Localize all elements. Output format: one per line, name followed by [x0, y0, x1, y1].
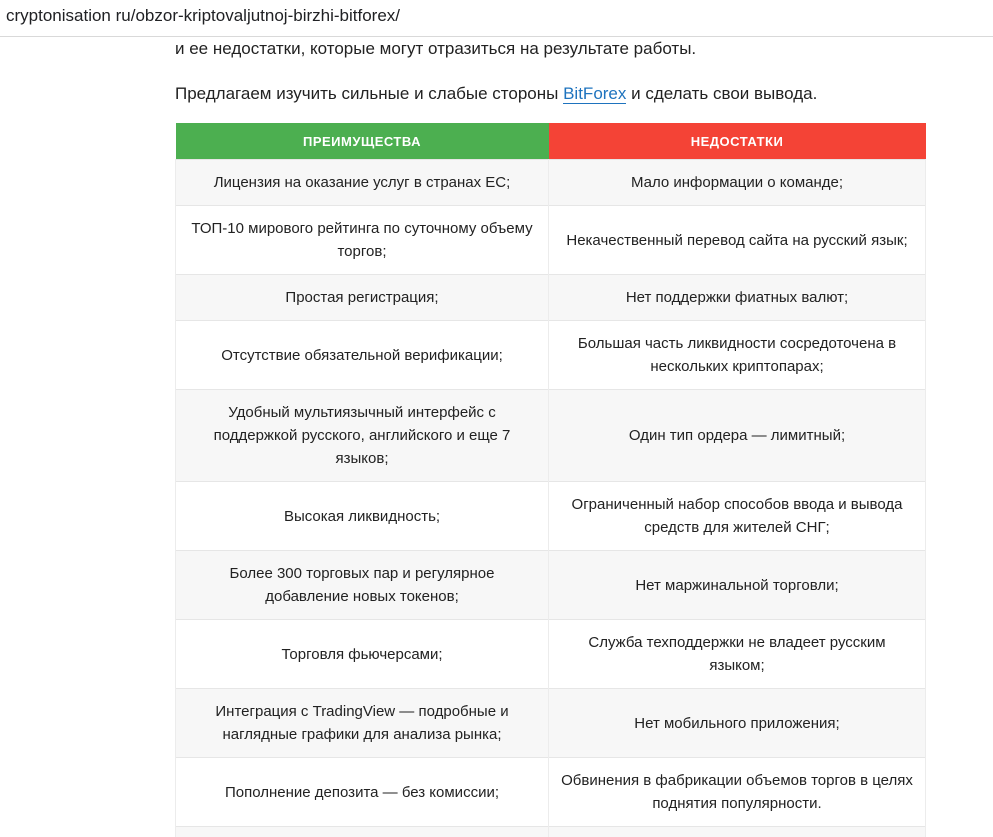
con-cell: Служба техподдержки не владеет русским языком;	[549, 620, 926, 689]
con-cell: Нет маржинальной торговли;	[549, 551, 926, 620]
con-cell: Ограниченный набор способов ввода и вывода средств для жителей СНГ;	[549, 482, 926, 551]
lead-paragraph	[175, 82, 817, 106]
con-cell-cut	[549, 827, 926, 837]
table-row	[176, 321, 926, 390]
table-row	[176, 620, 926, 689]
table-row	[176, 758, 926, 827]
intro-paragraph: и ее недостатки, которые могут отразиться на результате работы.	[175, 37, 696, 61]
address-bar[interactable]	[0, 0, 993, 37]
pro-cell: Удобный мультиязычный интерфейс с поддержкой русского, английского и еще 7 языков;	[176, 390, 549, 482]
pro-cell: ТОП-10 мирового рейтинга по суточному объему торгов;	[176, 206, 549, 275]
pro-cell: Интеграция с TradingView — подробные и наглядные графики для анализа рынка;	[176, 689, 549, 758]
table-header-row	[176, 123, 926, 160]
table-row-cut-off	[176, 827, 926, 837]
con-cell: Большая часть ликвидности сосредоточена в нескольких криптопарах;	[549, 321, 926, 390]
pros-cons-table	[175, 123, 926, 837]
pro-cell: Высокая ликвидность;	[176, 482, 549, 551]
table-row	[176, 275, 926, 321]
pro-cell: Пополнение депозита — без комиссии;	[176, 758, 549, 827]
con-cell: Мало информации о команде;	[549, 160, 926, 206]
pro-cell: Простая регистрация;	[176, 275, 549, 321]
cons-header: НЕДОСТАТКИ	[549, 123, 926, 160]
table-row	[176, 390, 926, 482]
pro-cell: Отсутствие обязательной верификации;	[176, 321, 549, 390]
con-cell: Один тип ордера — лимитный;	[549, 390, 926, 482]
con-cell: Обвинения в фабрикации объемов торгов в целях поднятия популярности.	[549, 758, 926, 827]
pro-cell: Более 300 торговых пар и регулярное добавление новых токенов;	[176, 551, 549, 620]
pro-cell: Торговля фьючерсами;	[176, 620, 549, 689]
bitforex-link[interactable]: BitForex	[563, 84, 626, 104]
table-row	[176, 482, 926, 551]
table-row	[176, 206, 926, 275]
pro-cell: Лицензия на оказание услуг в странах ЕС;	[176, 160, 549, 206]
table-row	[176, 160, 926, 206]
lead-text-after: и сделать свои вывода.	[626, 84, 817, 103]
lead-text-before: Предлагаем изучить сильные и слабые стороны	[175, 84, 563, 103]
table-row	[176, 689, 926, 758]
pro-cell-cut	[176, 827, 549, 837]
table-row	[176, 551, 926, 620]
con-cell: Нет мобильного приложения;	[549, 689, 926, 758]
con-cell: Некачественный перевод сайта на русский язык;	[549, 206, 926, 275]
pros-header: ПРЕИМУЩЕСТВА	[176, 123, 549, 160]
url-text[interactable]: cryptonisation ru/obzor-kriptovaljutnoj-birzhi-bitforex/	[6, 6, 400, 26]
con-cell: Нет поддержки фиатных валют;	[549, 275, 926, 321]
